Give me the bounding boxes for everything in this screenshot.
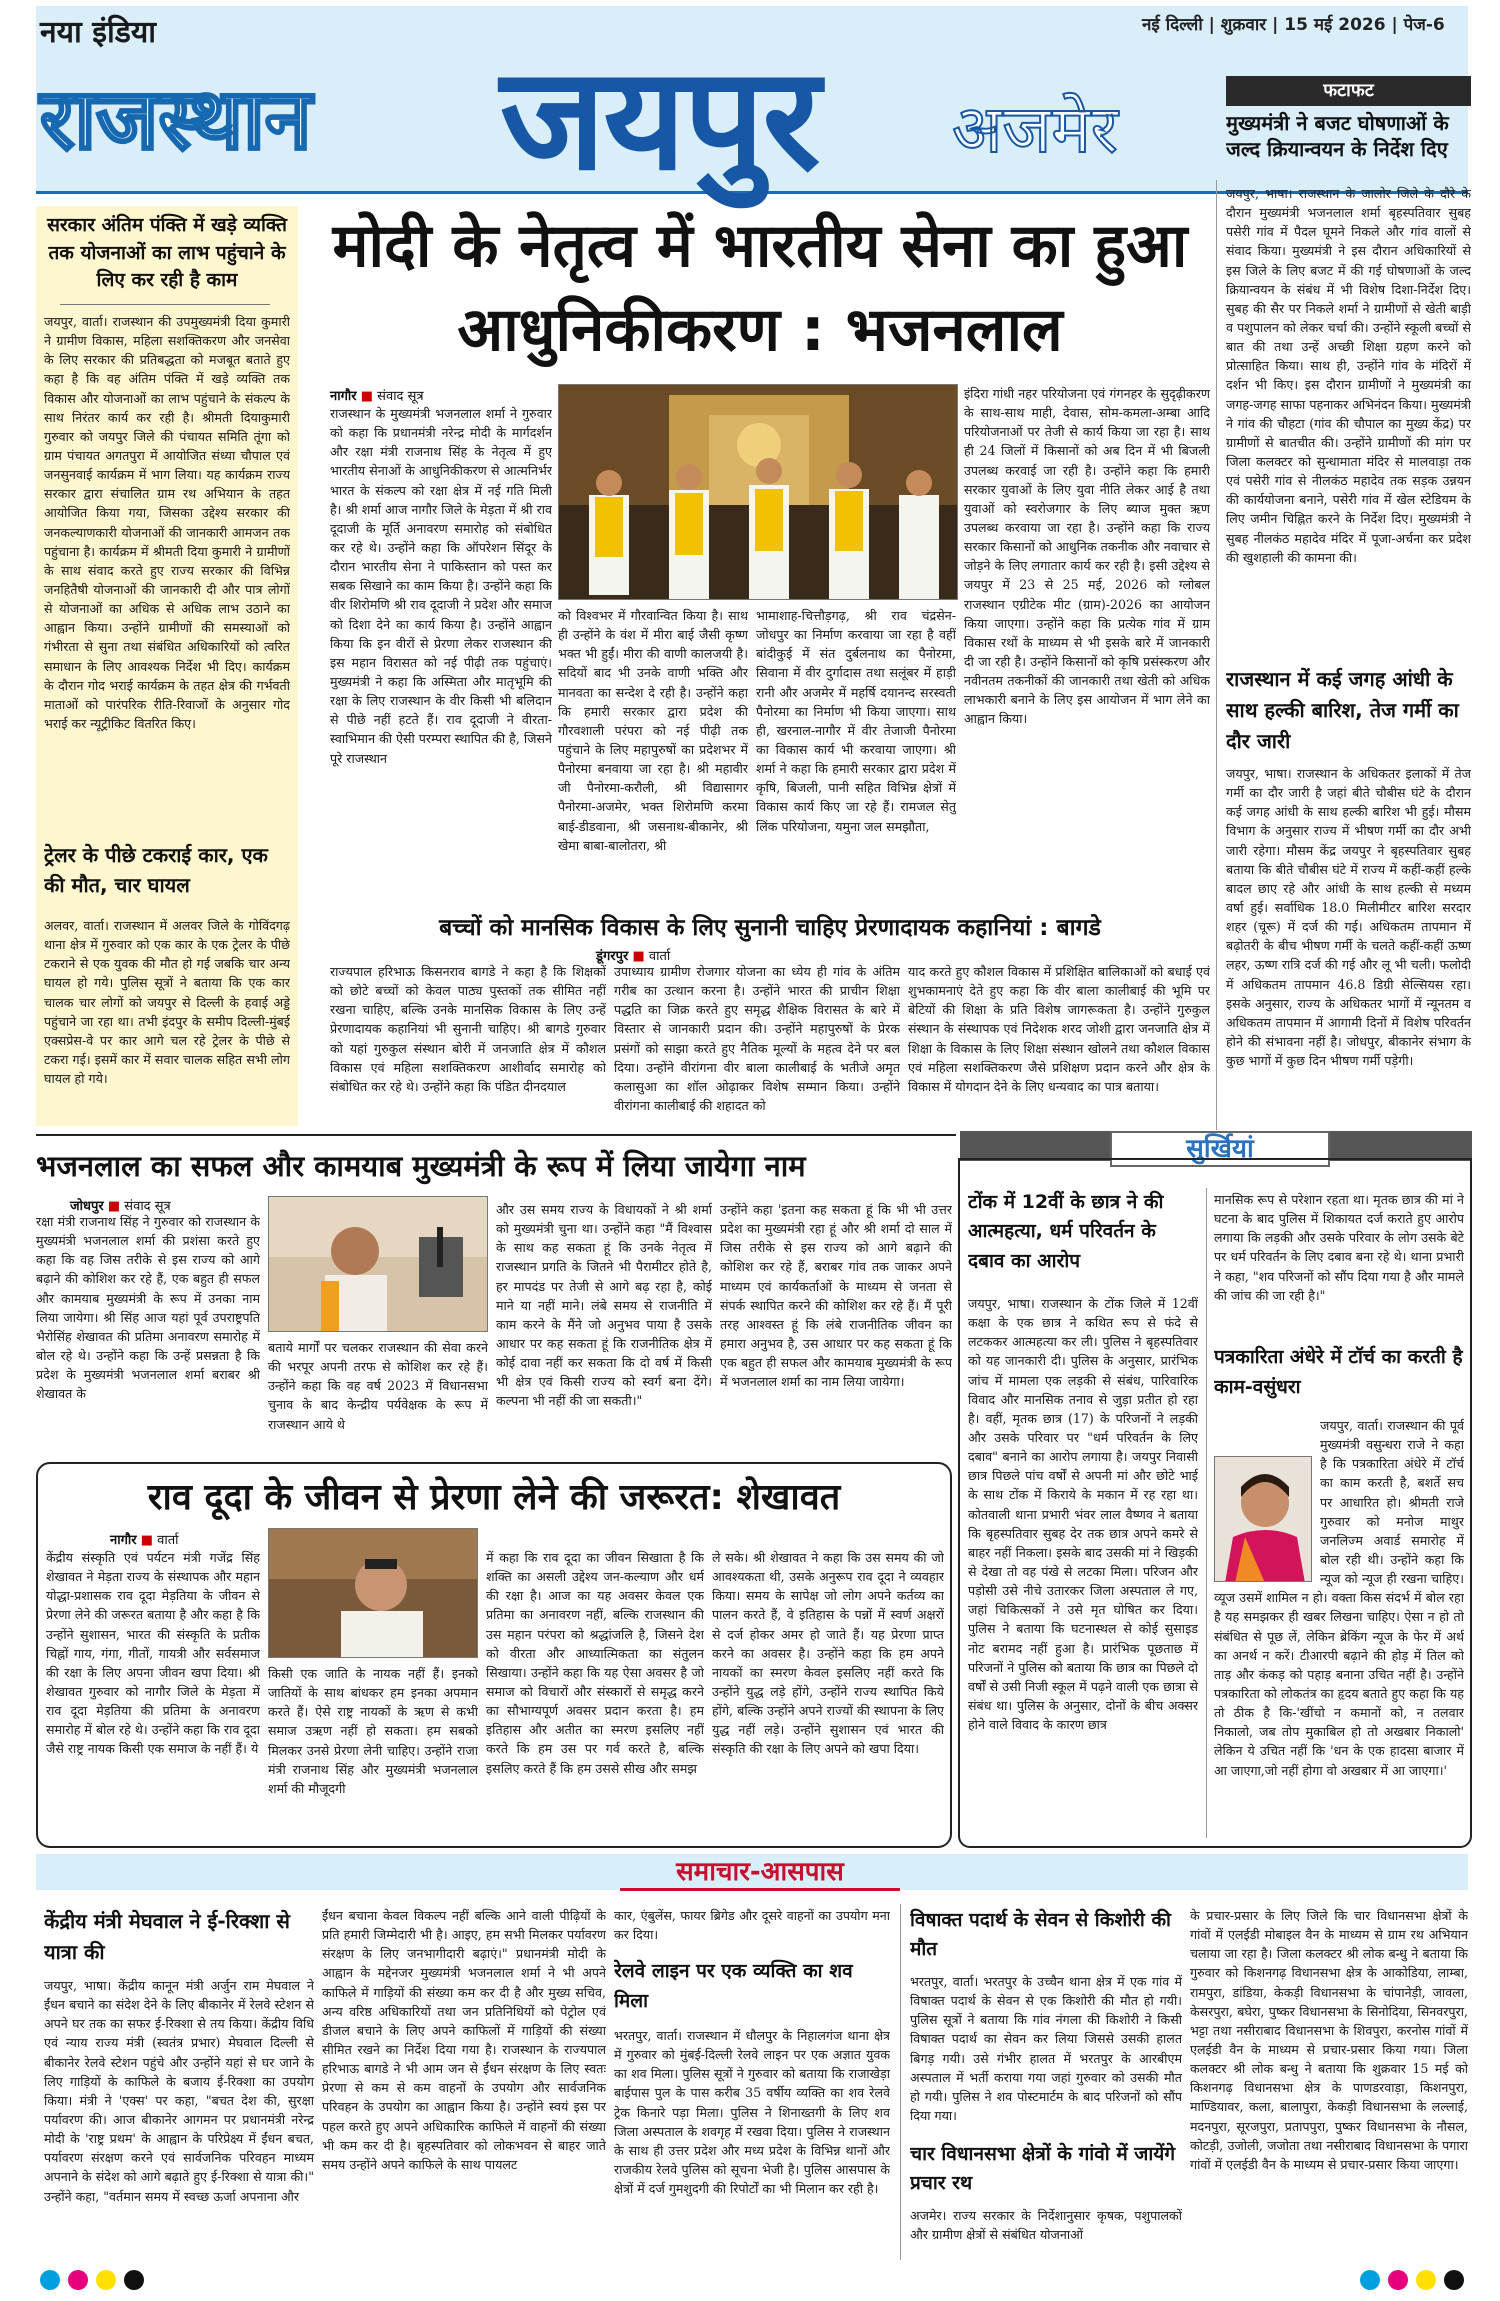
raodooda-headline: राव दूदा के जीवन से प्रेरणा लेने की जरूरत: शेखावत — [147, 1477, 841, 1518]
registration-mark — [1416, 2270, 1436, 2290]
registration-mark — [96, 2270, 116, 2290]
raodooda-dateline: नागौर — [110, 1533, 137, 1548]
safal-dateline: जोधपुर — [70, 1199, 104, 1214]
registration-mark — [40, 2270, 60, 2290]
lead-col3: भामाशाह-चित्तौड़गढ़, श्री राव चंद्रसेन-जोधपुर का निर्माण करवाया जा रहा है वहीं बांदीकुई में संत दुर्बलनाथ का पैनोरमा, सिवाना में वीर दुर्गादास तथा सलूंबर में हाड़ी रानी और अजमेर में महर्षि दयानन्द सरस्वती पैनोरमा का निर्माण भी किया जाएगा। साथ ही, खरनाल-नागौर में वीर तेजाजी पैनोरमा का विकास कार्य भी करवाया जाएगा। श्री शर्मा ने कहा कि हमारी सरकार द्वारा प्रदेश में कृषि, बिजली, पानी सहित विभिन्न क्षेत्रों में विकास कार्य किए जा रहे हैं। रामजल सेतु लिंक परियोजना, यमुना जल समझौता, — [756, 608, 956, 834]
ev-body2: ईंधन बचाना केवल विकल्प नहीं बल्कि आने वाली पीढ़ियों के प्रति हमारी जिम्मेदारी भी है। आइए, हम सभी मिलकर पर्यावरण संरक्षण के लिए जनभागीदारी बढ़ाएं।" प्रधानमंत्री मोदी के आह्वान के मद्देनजर मुख्यमंत्री भजनलाल शर्मा ने भी अपने काफिले में गाड़ियों की संख्या कम कर दी है और मुख्य सचिव, अन्य वरिष्ठ अधिकारियों तथा जन प्रतिनिधियों को पेट्रोल एवं डीजल बचाने के लिए अपने काफिलों में गाड़ियों की संख्या सीमित रखने का निर्देश दिया गया है। राजस्थान के राज्यपाल हरिभाऊ बागडे ने भी आम जन से ईंधन संरक्षण के लिए स्वतः प्रेरणा से कम से कम वाहनों के उपयोग और सार्वजनिक परिवहन के उपयोग का आह्वान किया है। उन्होंने स्वयं इस पर पहल करते हुए अपने अधिकारिक काफिले में वाहनों की संख्या भी कम कर दी है। बृहस्पतिवार को लोकभवन से बाहर जाते समय उन्होंने अपने काफिले के साथ पायलट — [322, 1908, 606, 2172]
lead-headline: मोदी के नेतृत्व में भारतीय सेना का हुआ आधुनिकीकरण : भजनलाल — [332, 211, 1188, 365]
tonk-body2: मानसिक रूप से परेशान रहता था। मृतक छात्र की मां ने घटना के बाद पुलिस में शिकायत दर्ज कराते हुए आरोप लगाया कि लड़की और उसके परिवार के लोग उसके बेटे पर धर्म परिवर्तन के लिए दबाव बना रहे थे। थाना प्रभारी ने कहा, "शव परिजनों को सौंप दिया गया है और मामले की जांच की जा रही है।" — [1214, 1192, 1464, 1303]
tonk-headline: टोंक में 12वीं के छात्र ने की आत्महत्या, धर्म परिवर्तन के दबाव का आरोप — [968, 1191, 1164, 1272]
raodooda-col1: केंद्रीय संस्कृति एवं पर्यटन मंत्री गजेंद्र सिंह शेखावत ने मेड़ता राज्य के संस्थापक और महान योद्धा-प्रशासक राव दूदा मेड़तिया के जीवन से प्रेरणा लेने की जरूरत बताया है और कहा है कि उन्होंने सुशासन, भारत की संस्कृति के प्रतीक चिह्नों गाय, गंगा, गीतों, गायत्री और सर्वसमाज की रक्षा के लिए अपना जीवन खपा दिया। श्री शेखावत गुरुवार को नागौर जिले के मेड़ता में राव दूदा मेड़तिया की प्रतिमा के अनावरण समारोह में बोल रहे थे। उन्होंने कहा कि राव दूदा जैसे राष्ट्र नायक किसी एक समाज के नहीं हैं। ये — [46, 1550, 260, 1757]
lead-dateline-row — [330, 386, 560, 404]
rath-headline: चार विधानसभा क्षेत्रों के गांवो में जायेंगे प्रचार रथ — [910, 2143, 1176, 2195]
section-rule — [36, 1134, 956, 1136]
kahani-headline: बच्चों को मानसिक विकास के लिए सुनानी चाहिए प्रेरणादायक कहानियां : बागडे — [439, 915, 1101, 941]
lead-col2: को विश्वभर में गौरवान्वित किया है। साथ ही उन्होंने के वंश में मीरा बाई जैसी कृष्ण भक्त भी हुईं। मीरा की वाणी कालजयी है। सदियों बाद भी उनके वाणी भक्ति और मानवता का सन्देश दे रही है। उन्होंने कहा कि हमारी सरकार द्वारा प्रदेश की गौरवशाली परंपरा को नई पीढ़ी तक पहुंचाने के लिए महापुरुषों का प्रदेशभर में पैनोरमा बनवाया जा रहा है। श्री महावीर जी पैनोरमा-करौली, श्री विद्यासागर पैनोरमा-अजमेर, भक्त शिरोमणि करमा बाई-डीडवाना, श्री जसनाथ-बीकानेर, श्री खेमा बाबा-बालोतरा, श्री — [558, 608, 748, 853]
safal-photo — [268, 1196, 488, 1332]
lead-col4: इंदिरा गांधी नहर परियोजना एवं गंगनहर के सुदृढ़ीकरण के साथ-साथ माही, देवास, सोम-कमला-अम्बा आदि परियोजनाओं पर तेजी से कार्य किया जा रहा है। साथ ही 24 जिलों में किसानों को अब दिन में भी बिजली उपलब्ध करवाई जा रही है। उन्होंने कहा कि हमारी सरकार युवाओं के लिए युवा नीति लेकर आई है तथा युवाओं को स्वरोजगार के लिए ब्याज मुक्त ऋण उपलब्ध करवाया जा रहा है। उन्होंने कहा कि राज्य सरकार किसानों को आधुनिक तकनीक और नवाचार से जोड़ने के लिए लगातार कार्य कर रही है। इसी उद्देश्य से जयपुर में 23 से 25 मई, 2026 को ग्लोबल राजस्थान एग्रीटेक मीट (ग्राम)-2026 का आयोजन किया जाएगा। उन्होंने कहा कि प्रत्येक गांव में ग्राम विकास रथों के माध्यम से भी इसके बारे में जानकारी दी जा रही है। उन्होंने किसानों को कृषि प्रसंस्करण और नवीनतम तकनीकों की जानकारी तथा खेती को अधिक लाभकारी बनाने के लिए इस आयोजन में भाग लेने का आह्वान किया। — [964, 386, 1210, 727]
bullet-icon: ■ — [107, 1199, 121, 1214]
kahani-dateline-row — [596, 946, 796, 962]
patrakarita-headline: पत्रकारिता अंधेरे में टॉर्च का करती है काम-वसुंधरा — [1214, 1346, 1463, 1399]
safal-col2: बताये मार्गों पर चलकर राजस्थान की सेवा करने की भरपूर अपनी तरफ से कोशिश कर रहे हैं। उन्होंने कहा कि वह वर्ष 2023 में विधानसभा चुनाव के बाद केन्द्रीय पर्यवेक्षक के रूप में राजस्थान आये थे — [268, 1340, 488, 1432]
surkhiyan-tag: सुर्खियां — [1110, 1131, 1330, 1167]
registration-mark — [1388, 2270, 1408, 2290]
vish-body: भरतपुर, वार्ता। भरतपुर के उच्चैन थाना क्षेत्र में एक गांव में विषाक्त पदार्थ के सेवन से एक किशोरी की मौत हो गयी। पुलिस सूत्रों ने बताया कि गांव नंगला की किशोरी ने किसी विषाक्त पदार्थ का सेवन कर लिया जिससे उसकी हालत बिगड़ गयी। उसे गंभीर हालत में भरतपुर के आरबीएम अस्पताल में भर्ती कराया गया जहां गुरुवार को उसकी मौत हो गयी। पुलिस ने शव पोस्टमार्टम के बाद परिजनों को सौंप दिया गया। — [910, 1974, 1182, 2123]
column-rule — [1206, 1188, 1207, 1838]
fatafat-body: जयपुर, भाषा। राजस्थान के जालोर जिले के दौरे के दौरान मुख्यमंत्री भजनलाल शर्मा बृहस्पतिवार सुबह पसेरी गांव में पैदल घूमने निकले और गांव वालों से संवाद किया। मुख्यमंत्री ने इस दौरान अधिकारियों से इस जिले के लिए बजट में की गई घोषणाओं के जल्द क्रियान्वयन के संबंध में भी विशेष दिशा-निर्देश दिए। सुबह की सैर पर निकले शर्मा ने ग्रामीणों से खेती बाड़ी व पशुपालन को लेकर चर्चा की। उन्होंने स्कूली बच्चों से बात की तथा उन्हें अच्छी शिक्षा ग्रहण करने को प्रोत्साहित किया। साथ ही, उन्होंने गांव के मंदिरों में दर्शन भी किए। इस दौरान ग्रामीणों ने मुख्यमंत्री का जगह-जगह साफा पहनाकर अभिनंदन किया। मुख्यमंत्री ने गांव की चौहटा (गांव की चौपाल का मुख्य केंद्र) पर ग्रामीणों से बातचीत की। उन्होंने ग्रामीणों की मांग पर जिला कलक्टर को सुन्धामाता मंदिर से मालवाड़ा तक एवं पसेरी गांव से नीलकंठ महादेव तक सड़क उन्नयन की कार्ययोजना बनाने, पसेरी गांव में खेल स्टेडियम के लिए जमीन चिह्नित करने के निर्देश दिए। मुख्यमंत्री ने सुबह नीलकंठ महादेव मंदिर में पूजा-अर्चना कर प्रदेश की खुशहाली की कामना की। — [1226, 186, 1471, 565]
lead-agency: संवाद सूत्र — [377, 389, 424, 404]
left1-headline: सरकार अंतिम पंक्ति में खड़े व्यक्ति तक योजनाओं का लाभ पहुंचाने के लिए कर रही है काम — [47, 214, 287, 292]
registration-mark — [1444, 2270, 1464, 2290]
registration-mark — [68, 2270, 88, 2290]
bullet-icon: ■ — [632, 949, 645, 964]
safal-headline: भजनलाल का सफल और कामयाब मुख्यमंत्री के रूप में लिया जायेगा नाम — [36, 1149, 806, 1183]
safal-col1: रक्षा मंत्री राजनाथ सिंह ने गुरुवार को राजस्थान के मुख्यमंत्री भजनलाल शर्मा की प्रशंसा करते हुए कहा कि वह जिस तरीके से इस राज्य को आगे बढ़ाने की कोशिश कर रहे हैं, एक बहुत ही सफल और कामयाब मुख्यमंत्री के रूप में उनका नाम लिया जायेगा। श्री सिंह आज यहां पूर्व उपराष्ट्रपति भैरोसिंह शेखावत की प्रतिमा अनावरण समारोह में बोल रहे थे। उन्होंने कहा कि उन्हें प्रसन्नता है कि प्रदेश के मुख्यमंत्री भजनलाल शर्मा बराबर श्री शेखावत के — [36, 1214, 260, 1402]
divider — [60, 304, 270, 305]
kahani-col2: उपाध्याय ग्रामीण रोजगार योजना का ध्येय ही गांव के अंतिम गरीब का उत्थान करना है। उन्होंने भारत की प्राचीन शिक्षा पद्धति का जिक्र करते हुए समृद्ध शैक्षिक विरासत के बारे में विस्तार से जानकारी प्रदान की। उन्होंने महापुरुषों के प्रेरक प्रसंगों को साझा करते हुए नैतिक मूल्यों के महत्व देने पर बल दिया। उन्होंने वीरांगना वीर बाला कालीबाई के भतीजे अमृत कलासुआ का शॉल ओढ़ाकर विशेष सम्मान किया। उन्होंने वीरांगना कालीबाई की शहादत को — [614, 964, 900, 1113]
ev-body3: कार, एंबुलेंस, फायर ब्रिगेड और दूसरे वाहनों का उपयोग मना कर दिया। — [614, 1908, 890, 1943]
safal-col4: उन्होंने कहा 'इतना कह सकता हूं कि भी भी उत्तर प्रदेश का मुख्यमंत्री रहा हूं और श्री शर्मा दो साल में जिस तरीके से इस राज्य को आगे बढ़ाने की कोशिश कर रहे हैं, बराबर गांव तक जाकर अपने माध्यम एवं कार्यकर्ताओं के माध्यम से जनता से संपर्क स्थापित करने की कोशिश कर रहे हैं। मैं पूरी तरह आश्वस्त हूं कि लंबे राजनीतिक जीवन का हमारा अनुभव है, उस आधार पर कह सकता हूं कि एक बहुत ही सफल और कामयाब मुख्यमंत्री के रूप में भजनलाल शर्मा का नाम लिया जायेगा। — [720, 1202, 952, 1390]
column-rule — [1216, 180, 1217, 1130]
patrakarita-body-a — [1214, 1416, 1464, 1844]
raodooda-photo-image — [269, 1529, 478, 1658]
bullet-icon: ■ — [140, 1533, 154, 1548]
samachar-underline — [620, 1888, 900, 1891]
city2-title: अजमेर — [952, 91, 1118, 168]
registration-mark — [1360, 2270, 1380, 2290]
ev-headline: केंद्रीय मंत्री मेघवाल ने ई-रिक्शा से यात्रा की — [44, 1909, 290, 1964]
rail-body: भरतपुर, वार्ता। राजस्थान में धौलपुर के निहालगंज थाना क्षेत्र में गुरुवार को मुंबई-दिल्ली रेलवे लाइन पर एक अज्ञात युवक का शव मिला। पुलिस सूत्रों ने गुरुवार को बताया कि राजाखेड़ा बाईपास पुल के पास करीब 35 वर्षीय व्यक्ति का शव रेलवे ट्रेक किनारे पड़ा मिला। पुलिस ने शिनाख्तगी के लिए शव जिला अस्पताल के शवगृह में रखवा दिया। पुलिस ने राजस्थान के साथ ही उत्तर प्रदेश और मध्य प्रदेश के विभिन्न थानों और राजकीय रेलवे पुलिस को सूचना भेजी है। पुलिस आसपास के क्षेत्रों में दर्ज गुमशुदगी की रिपोर्टों का भी मिलान कर रही है। — [614, 2028, 890, 2197]
raodooda-col2: किसी एक जाति के नायक नहीं हैं। इनको जातियों के साथ बांधकर हम इनका अपमान करते हैं। ऐसे राष्ट्र नायकों के ऋण से कभी समाज उऋण नहीं हो सकता। हम सबको मिलकर उनसे प्रेरणा लेनी चाहिए। उन्होंने राजा मंत्री राजनाथ सिंह और मुख्यमंत्री भजनलाल शर्मा की मौजूदगी — [268, 1666, 478, 1796]
column-rule — [900, 1904, 901, 2260]
raodooda-agency: वार्ता — [157, 1533, 179, 1548]
samachar-tag: समाचार-आसपास — [676, 1857, 844, 1887]
state-title: राजस्थान — [40, 69, 312, 168]
rail-headline: रेलवे लाइन पर एक व्यक्ति का शव मिला — [614, 1960, 853, 2013]
fatafat-headline: मुख्यमंत्री ने बजट घोषणाओं के जल्द क्रियान्वयन के निर्देश दिए — [1226, 111, 1449, 161]
lead-col1: राजस्थान के मुख्यमंत्री भजनलाल शर्मा ने गुरुवार को कहा कि प्रधानमंत्री नरेन्द्र मोदी के मार्गदर्शन और रक्षा मंत्री राजनाथ सिंह के नेतृत्व में हुए भारतीय सेनाओं के आधुनिकीकरण से आत्मनिर्भर भारत के संकल्प को रक्षा क्षेत्र में नई गति मिली है। श्री शर्मा आज नागौर जिले के मेड़ता में श्री राव दूदाजी के मूर्ति अनावरण समारोह को संबोधित कर रहे थे। उन्होंने कहा कि ऑपरेशन सिंदूर के दौरान भारतीय सेना ने पाकिस्तान को पस्त कर सबक सिखाने का काम किया है। उन्होंने कहा कि वीर शिरोमणि श्री राव दूदाजी ने प्रदेश और समाज को दिशा देने का कार्य किया है। उन्होंने आह्वान किया कि इन वीरों से प्रेरणा लेकर राजस्थान की इस महान विरासत को नई पीढ़ी तक पहुंचाएं। मुख्यमंत्री ने कहा कि अस्मिता और मातृभूमि की रक्षा के लिए राजस्थान के वीर किसी भी बलिदान से पीछे नहीं हटते हैं। राव दूदाजी ने वीरता-स्वाभिमान की ऐसी परम्परा स्थापित की है, जिसने पूरे राजस्थान — [330, 406, 552, 766]
city-title: जयपुर — [500, 36, 819, 202]
raodooda-col3: में कहा कि राव दूदा का जीवन सिखाता है कि शक्ति का असली उद्देश्य जन-कल्याण और धर्म की रक्षा है। आज का यह अवसर केवल एक प्रतिमा का अनावरण नहीं, बल्कि राजस्थान की उस महान परंपरा को श्रद्धांजलि है, जिसने देश को वीरता और आध्यात्मिकता का संतुलन सिखाया। उन्होंने कहा कि यह ऐसा अवसर है जो समाज को विचारों और संस्कारों से समृद्ध करने का सौभाग्यपूर्ण अवसर प्रदान करता है। हम इतिहास और अतीत का स्मरण इसलिए नहीं करते कि हम उस पर गर्व करते है, बल्कि इसलिए करते हैं कि हम उससे सीख और समझ — [486, 1550, 704, 1776]
lead-photo — [558, 384, 958, 600]
ev-body: जयपुर, भाषा। केंद्रीय कानून मंत्री अर्जुन राम मेघवाल ने ईंधन बचाने का संदेश देने के लिए बीकानेर में रेलवे स्टेशन से अपने घर तक का सफर ई-रिक्शा से तय किया। केंद्रीय विधि एवं न्याय राज्य मंत्री (स्वतंत्र प्रभार) मेघवाल दिल्ली से बीकानेर रेलवे स्टेशन पहुंचे और उन्होंने यहां से घर जाने के लिए गाड़ियों के काफिले के बजाय ई-रिक्शा का उपयोग किया। मंत्री ने 'एक्स' पर कहा, "बचत देश की, सुरक्षा पर्यावरण की। आज बीकानेर आगमन पर प्रधानमंत्री नरेन्द्र मोदी के 'राष्ट्र प्रथम' के आह्वान के परिप्रेक्ष्य में ईंधन बचत, पर्यावरण संरक्षण करने एवं सार्वजनिक परिवहन माध्यम अपनाने के संदेश को आगे बढ़ाते हुए ई-रिक्शा से यात्रा की।" उन्होंने कहा, "वर्तमान समय में स्वच्छ ऊर्जा अपनाना और — [44, 1978, 314, 2204]
fatafat-tag: फटाफट — [1226, 76, 1471, 106]
rath-body2: के प्रचार-प्रसार के लिए जिले कि चार विधानसभा क्षेत्रों के गांवों में एलईडी मोबाइल वैन के माध्यम से ग्राम रथ अभियान चलाया जा रहा है। जिला कलक्टर श्री लोक बन्धु ने बताया कि गुरुवार को किशनगढ़ विधानसभा क्षेत्र के आकोडिया, लाम्बा, रामपुरा, डांडिया, केकड़ी विधानसभा के चांपानेड़ी, जावला, केसरपुरा, बघेरा, पुष्कर विधानसभा के सिनोदिया, सिनवरपुरा, भट्टा तथा नसीराबाद विधानसभा के शिवपुरा, करनोस गांवों में एलईडी वैन के माध्यम से प्रचार-प्रसार किया गया। जिला कलक्टर श्री लोक बन्धु ने बताया कि शुक्रवार 15 मई को किशनगढ़ विधानसभा क्षेत्र के पाणडरवाड़ा, किशनपुरा, माण्डियावर, कला, बालापुरा, केकड़ी विधानसभा के लल्लाई, मदनपुरा, सूरजपुरा, प्रतापपुरा, पुष्कर विधानसभा के नौसल, कोटड़ी, उजोली, जजोता तथा नसीराबाद विधानसभा के पगारा गांवों में एलईडी वैन के माध्यम से प्रचार-प्रसार किया जाएगा। — [1190, 1908, 1468, 2172]
safal-col3: और उस समय राज्य के विधायकों ने श्री शर्मा को मुख्यमंत्री चुना था। उन्होंने कहा "मैं विश्वास के साथ कह सकता हूं कि उनके नेतृत्व में राजस्थान प्रगति के जितने भी पैरामीटर होते है, हर मापदंड पर तेजी से आगे बढ़ रहा है, कोई माने या नहीं माने। लंबे समय से राजनीति में काम करने के मैंने जो अनुभव पाया है उसके आधार पर कह सकता हूं कि राजनीतिक क्षेत्र में कोई दावा नहीं कर सकता कि दो वर्ष में किसी भी क्षेत्र एवं किसी राज्य को स्वर्ग बना देंगे। कल्पना भी नहीं की जा सकती।" — [496, 1202, 712, 1409]
left2-headline: ट्रेलर के पीछे टकराई कार, एक की मौत, चार घायल — [44, 843, 268, 897]
rath-body: अजमेर। राज्य सरकार के निर्देशानुसार कृषक, पशुपालकों और ग्रामीण क्षेत्रों से संबंधित योजनाओं — [910, 2208, 1182, 2243]
patrakarita-body: जयपुर, वार्ता। राजस्थान की पूर्व मुख्यमंत्री वसुन्धरा राजे ने कहा है कि पत्रकारिता अंधेरे में टॉर्च का काम करती है, बशर्ते सच पर आधारित हो। श्रीमती राजे गुरुवार को मनोज माथुर जनलिज्म अवार्ड समारोह में बोल रही थी। उन्होंने कहा कि न्यूज को न्यूज ही रखना चाहिए। व्यूज उसमें शामिल न हो। वक्ता किस संदर्भ में बोल रहा है यह समझकर ही खबर लिखना चाहिए। ऐसा न हो तो संबंधित से पूछ लें, लेकिन ब्रेकिंग न्यूज के फेर में अर्थ का अनर्थ न करें। टीआरपी बढ़ाने की होड़ में तिल को ताड़ और कंकड़ को पहाड़ बनाना उचित नहीं है। उन्होंने पत्रकारिता को लोकतंत्र का हृदय बताते हुए कहा कि यह तो ठीक है कि-'खींचो न कमानों को, न तलवार निकालो, जब तोप मुकाबिल हो तो अखबार निकालो' लेकिन ये उचित नहीं कि 'धन के एक हादसा बाजार में आ जाएगा,जो नहीं होगा वो अखबार में आ जाएगा।' — [1214, 1418, 1464, 1778]
registration-mark — [124, 2270, 144, 2290]
kahani-col3: याद करते हुए कौशल विकास में प्रशिक्षित बालिकाओं को बधाई एवं शुभकामनाएं देते हुए कहा कि वीर बाला कालीबाई की भूमि पर बेटियों की शिक्षा के प्रति विशेष जागरूकता है। उन्होंने गुरुकुल संस्थान के संस्थापक एवं निदेशक शरद जोशी द्वारा जनजाति क्षेत्र में शिक्षा के विकास के लिए शिक्षा संस्थान खोलने तथा कौशल विकास एवं महिला सशक्तिकरण जैसे प्रशिक्षण प्रदान करने और क्षेत्र के विकास में योगदान देने के लिए धन्यवाद का पात्र बताया। — [908, 964, 1210, 1094]
lead-dateline: नागौर — [330, 389, 357, 404]
page-dateline: नई दिल्ली | शुक्रवार | 15 मई 2026 | पेज-6 — [1142, 15, 1445, 35]
safal-dateline-row — [70, 1196, 270, 1212]
bullet-icon: ■ — [360, 389, 374, 404]
vasundhara-photo-image — [1215, 1457, 1312, 1582]
brand-logo: नया इंडिया — [40, 15, 156, 50]
raodooda-col4: ले सके। श्री शेखावत ने कहा कि उस समय की जो आवश्यकता थी, उसके अनुरूप राव दूदा ने व्यवहार किया। समय के सापेक्ष जो लोग अपने कर्तव्य का पालन करते हैं, वे इतिहास के पन्नों में स्वर्ण अक्षरों से दर्ज होकर अमर हो जाते हैं। यह प्रेरणा प्राप्त करने का अवसर है। उन्होंने कहा कि हम अपने नायकों का स्मरण केवल इसलिए नहीं करते कि उन्होंने युद्ध लड़े होंगे, उन्होंने राज्य स्थापित किये होंगे, बल्कि उन्होंने अपने राज्यों की स्थापना के लिए युद्ध नहीं लड़े। उन्होंने सुशासन एवं भारत की संस्कृति की रक्षा के लिए अपने को खपा दिया। — [712, 1550, 944, 1757]
safal-agency: संवाद सूत्र — [124, 1199, 171, 1214]
kahani-col1: राज्यपाल हरिभाऊ किसनराव बागडे ने कहा है कि शिक्षकों को छोटे बच्चों को केवल पाठ्य पुस्तकों तक सीमित नहीं रखना चाहिए, बल्कि उनके मानसिक विकास के लिए उन्हें प्रेरणादायक कहानियां भी सुनानी चाहिए। श्री बागडे गुरुवार को यहां गुरुकुल संस्थान बोरी में जनजाति क्षेत्र में कौशल विकास एवं महिला सशक्तिकरण आशीर्वाद समारोह को संबोधित कर रहे थे। उन्होंने कहा कि पंडित दीनदयाल — [330, 964, 606, 1094]
aandhi-headline: राजस्थान में कई जगह आंधी के साथ हल्की बारिश, तेज गर्मी का दौर जारी — [1226, 667, 1459, 753]
kahani-dateline: डूंगरपुर — [596, 949, 629, 964]
kahani-agency: वार्ता — [648, 949, 671, 964]
safal-photo-image — [269, 1197, 488, 1332]
raodooda-dateline-row — [110, 1530, 290, 1546]
left2-body: अलवर, वार्ता। राजस्थान में अलवर जिले के गोविंदगढ़ थाना क्षेत्र में गुरुवार को एक कार के एक ट्रेलर के पीछे टकराने से एक युवक की मौत हो गई जबकि चार अन्य घायल हो गये। पुलिस सूत्रों ने बताया कि एक कार चालक चार लोगों को जयपुर से दिल्ली के हवाई अड्डे पहुंचाने जा रहा था। तभी इंदपुर के समीप दिल्ली-मुंबई एक्सप्रेस-वे पर कार आगे चल रहे ट्रेलर के पीछे से टकरा गई। इसमें कार में सवार चालक सहित सभी लोग घायल हो गये। — [44, 918, 290, 1087]
aandhi-body: जयपुर, भाषा। राजस्थान के अधिकतर इलाकों में तेज गर्मी का दौर जारी है जहां बीते चौबीस घंटे के दौरान कई जगह आंधी के साथ हल्की बारिश भी हुई। मौसम विभाग के अनुसार राज्य में भीषण गर्मी का दौर अभी जारी रहेगा। मौसम केंद्र जयपुर ने बृहस्पतिवार सुबह बताया कि बीते चौबीस घंटे में राज्य में कहीं-कहीं हल्के बादल छाए रहे और आंधी के साथ हल्की से मध्यम वर्षा हुई। सर्वाधिक 18.0 मिलीमीटर बारिश सरदार शहर (चूरू) में दर्ज की गई। अधिकतम तापमान में बढ़ोतरी के बीच भीषण गर्मी के चलते कहीं-कहीं ऊष्ण लहर, ऊष्ण रात्रि दर्ज की गई और लू भी चली। फलोदी में अधिकतम तापमान 46.8 डिग्री सेल्सियस रहा। इसके अनुसार, राज्य के अधिकतर भागों में न्यूनतम व अधिकतम तापमान में आगामी दिनों में विशेष परिवर्तन होने की संभावना नहीं है। जोधपुर, बीकानेर संभाग के कुछ भागों में कुछ दिन भीषण गर्मी पड़ेगी। — [1226, 766, 1471, 1069]
vasundhara-photo — [1214, 1456, 1312, 1582]
lead-photo-image — [559, 385, 958, 600]
vish-headline: विषाक्त पदार्थ के सेवन से किशोरी की मौत — [910, 1909, 1171, 1961]
left1-body: जयपुर, वार्ता। राजस्थान की उपमुख्यमंत्री दिया कुमारी ने ग्रामीण विकास, महिला सशक्तिकरण और जनसेवा के लिए सरकार की प्रतिबद्धता को मजबूत बताते हुए कहा है कि वह अंतिम पंक्ति में खड़े व्यक्ति तक विकास और योजनाओं का लाभ पहुंचाने के संकल्प के साथ निरंतर कार्य कर रही है। श्रीमती दियाकुमारी गुरुवार को जयपुर जिले की पंचायत समिति तूंगा को ग्राम पंचायत अगतपुरा में आयोजित संध्या चौपाल एवं जनसुनवाई कार्यक्रम में भाग लिया। यह कार्यक्रम राज्य सरकार द्वारा संचालित ग्राम रथ अभियान के तहत आयोजित किया गया, जिसका उद्देश्य सरकार की जनकल्याणकारी योजनाओं की जानकारी आमजन तक पहुंचाना है। कार्यक्रम में श्रीमती दिया कुमारी ने ग्रामीणों के साथ संवाद करते हुए राज्य सरकार की विभिन्न जनहितैषी योजनाओं की जानकारी दी और पात्र लोगों से योजनाओं का अधिक से अधिक लाभ उठाने का आह्वान किया। उन्होंने ग्रामीणों की समस्याओं को गंभीरता से सुना तथा संबंधित अधिकारियों को त्वरित समाधान के लिए आवश्यक निर्देश भी दिए। कार्यक्रम के दौरान गोद भराई कार्यक्रम के तहत क्षेत्र की गर्भवती माताओं को पारंपरिक रीति-रिवाजों के अनुसार गोद भराई कर न्यूट्रीकिट वितरित किए। — [44, 314, 290, 731]
raodooda-photo — [268, 1528, 478, 1658]
tonk-body: जयपुर, भाषा। राजस्थान के टोंक जिले में 12वीं कक्षा के एक छात्र ने कथित रूप से फंदे से लटककर आत्महत्या कर ली। पुलिस ने बृहस्पतिवार को यह जानकारी दी। पुलिस के अनुसार, प्रारंभिक जांच में मामला एक लड़की से संबंध, पारिवारिक विवाद और मानसिक तनाव से जुड़ा प्रतीत हो रहा है। वहीं, मृतक छात्र (17) के परिजनों ने लड़की और उसके परिवार पर "धर्म परिवर्तन के लिए दबाव" बनाने का आरोप लगाया है। जयपुर निवासी छात्र पिछले पांच वर्षों से अपनी मां और छोटे भाई के साथ टोंक में किराये के मकान में रह रहा था। कोतवाली थाना प्रभारी भंवर लाल वैष्णव ने बताया कि बृहस्पतिवार सुबह देर तक छात्र अपने कमरे से बाहर नहीं निकला। इसके बाद उसकी मां ने खिड़की से देखा तो वह पंखे से लटका मिला। परिजन और पड़ोसी उसे नीचे उतारकर जिला अस्पताल ले गए, जहां चिकित्सकों ने उसे मृत घोषित कर दिया। पुलिस ने बताया कि घटनास्थल से कोई सुसाइड नोट बरामद नहीं हुआ है। प्रारंभिक पूछताछ में परिजनों ने पुलिस को बताया कि छात्र का पिछले दो वर्षों से उसी निजी स्कूल में पढ़ने वाली एक छात्रा से संबंध था। पुलिस के अनुसार, दोनों के बीच अक्सर होने वाले विवाद के कारण छात्र — [968, 1296, 1198, 1733]
